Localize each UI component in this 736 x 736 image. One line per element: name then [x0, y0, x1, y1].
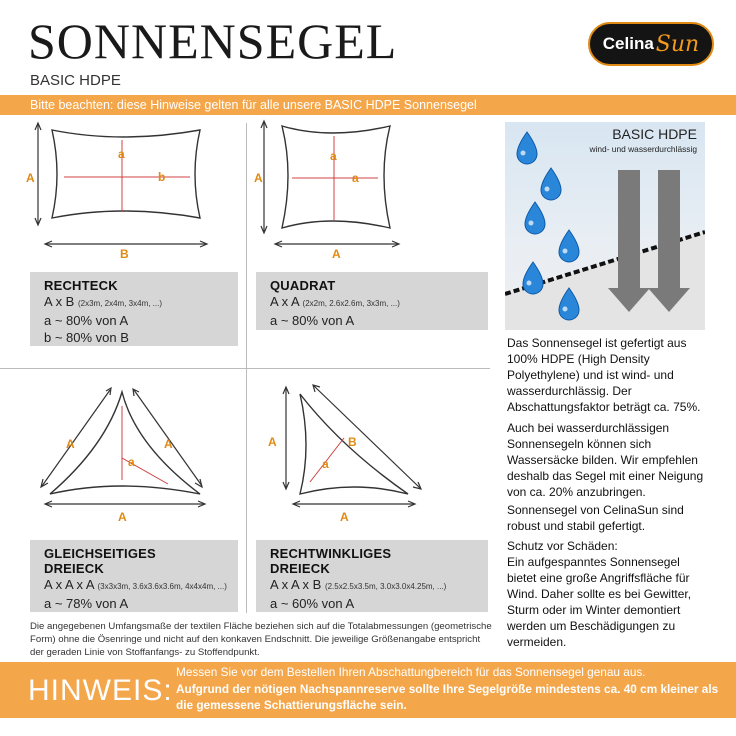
gleichseitig-ratio-a: a ~ 78% von A — [44, 596, 129, 611]
gleichseitig-name-line1: GLEICHSEITIGES — [44, 546, 156, 561]
rechtwinklig-label-left: A — [268, 435, 277, 449]
rechteck-examples: (2x3m, 2x4m, 3x4m, ...) — [77, 299, 163, 308]
rechteck-diagram — [22, 118, 242, 268]
gleichseitig-name-line2: DREIECK — [44, 561, 104, 576]
quadrat-label-inner-a: a — [330, 149, 337, 163]
gleichseitig-formula-line — [44, 576, 228, 595]
measurement-footnote: Die angegebenen Umfangsmaße der textilen Fläche beziehen sich auf die Totalabmessungen (geometrische Form) ohne die Ösenringe und nicht auf den konkaven Endschnitt. Die jeweilige Größenangabe entspricht der geraden Linie von Stoffanfangs- zu Stoffendpunkt. — [30, 621, 492, 658]
right-paragraph-material: Das Sonnensegel ist gefertigt aus 100% HDPE (High Density Polyethylene) und ist wind- und wasserdurchlässig. Der Abschattungsfaktor beträgt ca. 75%. — [507, 336, 701, 414]
quadrat-info-box — [256, 272, 488, 330]
rechtwinklig-diagram — [258, 376, 458, 536]
logo-text-celina: Celina — [602, 34, 654, 53]
gleichseitig-label-right: A — [164, 437, 173, 451]
right-paragraph-protection-title: Schutz vor Schäden: — [507, 539, 618, 553]
quadrat-label-a-side: A — [254, 171, 263, 185]
rechtwinklig-name-line2: DREIECK — [270, 561, 330, 576]
rechtwinklig-info-box — [256, 540, 488, 612]
hinweis-label: HINWEIS: — [28, 674, 173, 707]
quadrat-examples: (2x2m, 2.6x2.6m, 3x3m, ...) — [302, 299, 400, 308]
gleichseitig-formula: A x A x A — [44, 577, 94, 592]
right-paragraph-robust: Sonnensegel von CelinaSun sind robust und stabil gefertigt. — [507, 503, 684, 533]
rechtwinklig-name-line1: RECHTWINKLIGES — [270, 546, 392, 561]
rechteck-formula: A x B — [44, 294, 75, 309]
page-title: SONNENSEGEL — [28, 13, 398, 69]
rechteck-label-a-side: A — [26, 171, 35, 185]
gleichseitig-examples: (3x3x3m, 3.6x3.6x3.6m, 4x4x4m, ...) — [97, 582, 227, 591]
rechteck-name: RECHTECK — [44, 278, 118, 293]
rechtwinklig-label-inner-a: a — [322, 457, 329, 471]
rechteck-info-box — [30, 272, 238, 346]
hinweis-line2: Aufgrund der nötigen Nachspannreserve sollte Ihre Segelgröße mindestens ca. 40 cm kleiner als die gemessene Schattierungsfläche sein. — [176, 681, 719, 712]
quadrat-formula: A x A — [270, 294, 299, 309]
rechteck-formula-line — [44, 293, 228, 312]
page-subtitle: BASIC HDPE — [30, 72, 121, 89]
quadrat-label-b-side: A — [332, 247, 341, 261]
grid-divider-horizontal — [0, 368, 490, 369]
hinweis-line1: Messen Sie vor dem Bestellen Ihren Abschattungbereich für das Sonnensegel genau aus. — [176, 665, 646, 679]
gleichseitig-info-box — [30, 540, 238, 612]
right-paragraph-protection: Ein aufgespanntes Sonnensegel bietet eine große Angriffsfläche für Wind. Daher sollte es bei Gewitter, Sturm oder im Winter demontiert werden um Beschädigungen zu vermeiden. — [507, 555, 692, 649]
gleichseitig-label-inner-a: a — [128, 455, 135, 469]
quadrat-name: QUADRAT — [270, 278, 336, 293]
rechtwinklig-label-hyp: B — [348, 435, 357, 449]
rechtwinklig-ratio-a: a ~ 60% von A — [270, 596, 355, 611]
rechteck-label-inner-a: a — [118, 147, 125, 161]
gleichseitig-label-left: A — [66, 437, 75, 451]
quadrat-diagram — [252, 118, 482, 268]
right-paragraph-water: Auch bei wasserdurchlässigen Sonnensegeln können sich Wassersäcke bilden. Wir empfehlen deshalb das Segel mit einer Neigung von ca. 20% anzubringen. — [507, 421, 704, 499]
notice-banner: Bitte beachten: diese Hinweise gelten für alle unsere BASIC HDPE Sonnensegel — [0, 95, 736, 115]
hdpe-panel-subtitle: wind- und wasserdurchlässig — [589, 144, 697, 154]
celinasun-logo — [588, 22, 714, 66]
rechtwinklig-formula-line — [270, 576, 478, 595]
gleichseitig-diagram — [40, 376, 250, 536]
rechteck-ratio-b: b ~ 80% von B — [44, 330, 129, 345]
rechteck-ratio-a: a ~ 80% von A — [44, 313, 129, 328]
rechtwinklig-formula: A x A x B — [270, 577, 322, 592]
hdpe-panel-title: BASIC HDPE — [612, 126, 697, 142]
quadrat-label-inner-b: a — [352, 171, 359, 185]
hinweis-text — [176, 664, 724, 714]
rechtwinklig-label-bottom: A — [340, 510, 349, 524]
quadrat-formula-line — [270, 293, 478, 312]
rechtwinklig-examples: (2.5x2.5x3.5m, 3.0x3.0x4.25m, ...) — [324, 582, 447, 591]
quadrat-ratio-a: a ~ 80% von A — [270, 313, 355, 328]
logo-text-sun: Sun — [655, 31, 700, 57]
gleichseitig-label-bottom: A — [118, 510, 127, 524]
rechteck-label-b-side: B — [120, 247, 129, 261]
hdpe-illustration — [505, 122, 705, 330]
rechteck-label-inner-b: b — [158, 170, 166, 184]
